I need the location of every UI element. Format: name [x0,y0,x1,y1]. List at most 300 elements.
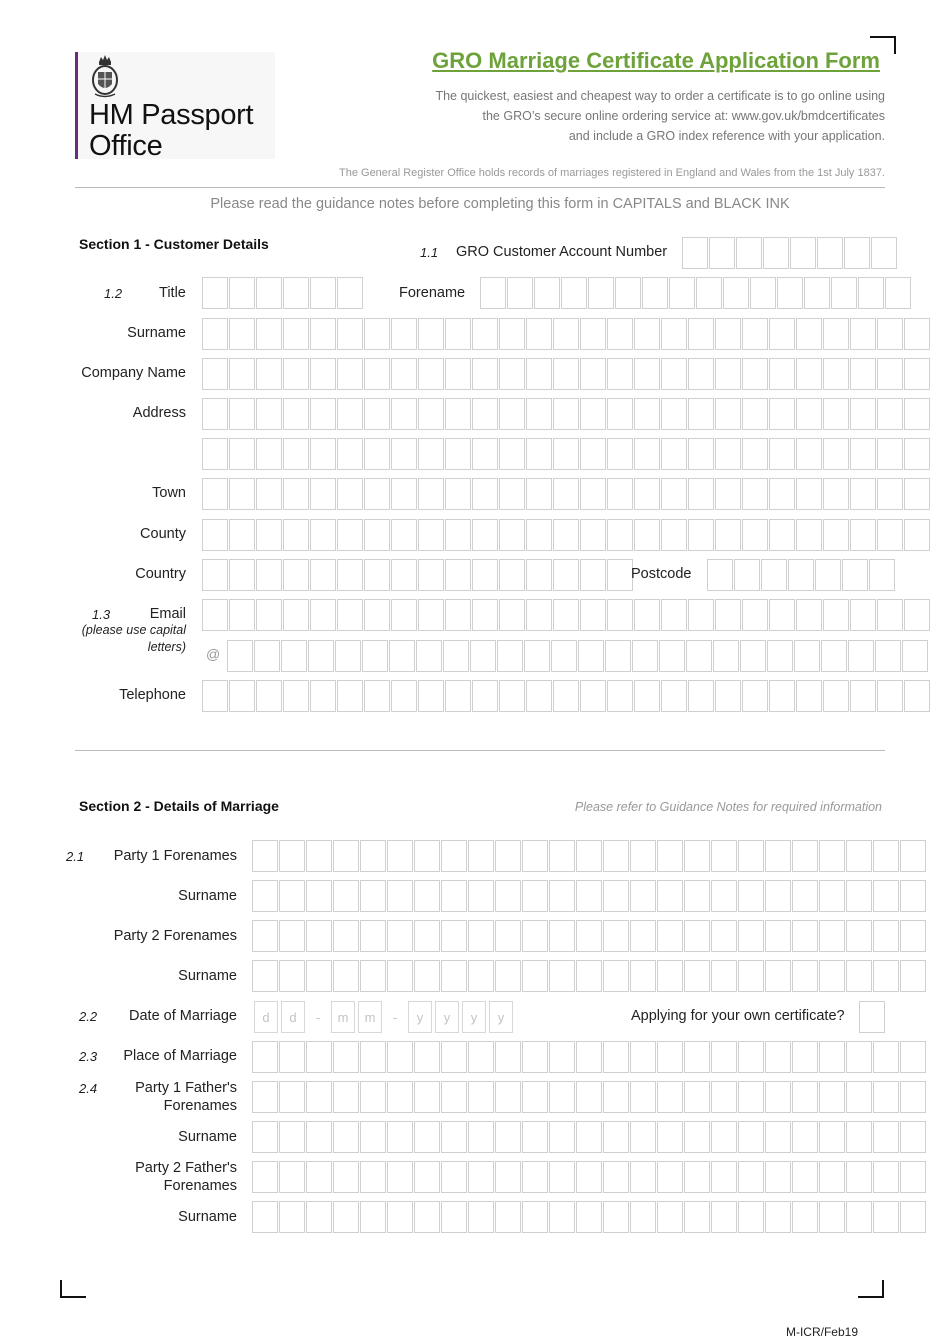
character-box[interactable] [472,559,498,591]
character-box[interactable] [283,599,309,631]
character-box[interactable] [630,880,656,912]
character-box[interactable] [495,1121,521,1153]
character-box[interactable] [364,680,390,712]
character-box[interactable] [279,840,305,872]
character-box[interactable] [742,398,768,430]
character-box[interactable] [418,318,444,350]
character-box[interactable] [306,1041,332,1073]
character-box[interactable] [738,1201,764,1233]
character-box[interactable] [553,519,579,551]
character-box[interactable] [364,398,390,430]
day-digit-2[interactable]: d [281,1001,305,1033]
character-box[interactable] [441,1041,467,1073]
character-box[interactable] [337,438,363,470]
character-box[interactable] [661,519,687,551]
character-box[interactable] [470,640,496,672]
character-box[interactable] [669,277,695,309]
character-box[interactable] [794,640,820,672]
character-box[interactable] [711,1161,737,1193]
character-box[interactable] [657,920,683,952]
character-box[interactable] [684,840,710,872]
character-box[interactable] [526,438,552,470]
character-box[interactable] [306,1081,332,1113]
character-box[interactable] [445,438,471,470]
character-box[interactable] [904,398,930,430]
character-box[interactable] [904,358,930,390]
character-box[interactable] [823,318,849,350]
character-box[interactable] [823,599,849,631]
character-box[interactable] [804,277,830,309]
month-digit-2[interactable]: m [358,1001,382,1033]
character-box[interactable] [715,519,741,551]
day-digit-1[interactable]: d [254,1001,278,1033]
character-box[interactable] [387,1081,413,1113]
character-box[interactable] [819,880,845,912]
character-box[interactable] [337,680,363,712]
character-box[interactable] [360,920,386,952]
character-box[interactable] [846,1041,872,1073]
character-box[interactable] [607,438,633,470]
character-box[interactable] [796,680,822,712]
character-box[interactable] [661,680,687,712]
character-box[interactable] [904,519,930,551]
character-box[interactable] [904,680,930,712]
character-box[interactable] [607,599,633,631]
character-box[interactable] [630,1161,656,1193]
character-box[interactable] [873,1081,899,1113]
character-box[interactable] [661,398,687,430]
character-box[interactable] [202,680,228,712]
character-box[interactable] [603,1201,629,1233]
character-box[interactable] [707,559,733,591]
character-box[interactable] [360,840,386,872]
company-name-field[interactable] [202,358,931,390]
character-box[interactable] [256,277,282,309]
character-box[interactable] [229,680,255,712]
character-box[interactable] [310,599,336,631]
character-box[interactable] [256,438,282,470]
character-box[interactable] [337,478,363,510]
character-box[interactable] [796,519,822,551]
character-box[interactable] [333,1121,359,1153]
character-box[interactable] [418,519,444,551]
character-box[interactable] [441,1161,467,1193]
character-box[interactable] [468,1081,494,1113]
character-box[interactable] [715,398,741,430]
country-field[interactable] [202,559,634,591]
email-line1-field[interactable] [202,599,931,631]
character-box[interactable] [414,1041,440,1073]
character-box[interactable] [738,880,764,912]
character-box[interactable] [634,478,660,510]
character-box[interactable] [310,358,336,390]
character-box[interactable] [256,559,282,591]
character-box[interactable] [734,559,760,591]
character-box[interactable] [823,478,849,510]
character-box[interactable] [580,559,606,591]
character-box[interactable] [742,478,768,510]
character-box[interactable] [310,438,336,470]
county-field[interactable] [202,519,931,551]
character-box[interactable] [256,318,282,350]
character-box[interactable] [846,920,872,952]
character-box[interactable] [850,599,876,631]
character-box[interactable] [873,1121,899,1153]
character-box[interactable] [472,599,498,631]
character-box[interactable] [229,438,255,470]
character-box[interactable] [522,920,548,952]
character-box[interactable] [306,1161,332,1193]
character-box[interactable] [252,1161,278,1193]
character-box[interactable] [661,358,687,390]
character-box[interactable] [306,920,332,952]
character-box[interactable] [387,960,413,992]
character-box[interactable] [688,478,714,510]
character-box[interactable] [283,398,309,430]
character-box[interactable] [634,398,660,430]
character-box[interactable] [549,1121,575,1153]
character-box[interactable] [495,840,521,872]
character-box[interactable] [441,840,467,872]
character-box[interactable] [553,599,579,631]
character-box[interactable] [333,1201,359,1233]
character-box[interactable] [202,358,228,390]
character-box[interactable] [468,1041,494,1073]
character-box[interactable] [522,1121,548,1153]
character-box[interactable] [283,559,309,591]
character-box[interactable] [790,237,816,269]
character-box[interactable] [534,277,560,309]
character-box[interactable] [761,559,787,591]
character-box[interactable] [526,398,552,430]
character-box[interactable] [711,840,737,872]
character-box[interactable] [391,559,417,591]
character-box[interactable] [229,277,255,309]
year-digit-4[interactable]: y [489,1001,513,1033]
character-box[interactable] [256,519,282,551]
character-box[interactable] [823,680,849,712]
character-box[interactable] [777,277,803,309]
character-box[interactable] [310,478,336,510]
character-box[interactable] [495,1081,521,1113]
character-box[interactable] [657,880,683,912]
character-box[interactable] [468,1161,494,1193]
character-box[interactable] [306,1121,332,1153]
character-box[interactable] [738,1121,764,1153]
character-box[interactable] [657,840,683,872]
character-box[interactable] [337,398,363,430]
character-box[interactable] [684,1081,710,1113]
character-box[interactable] [252,1081,278,1113]
address-line2-field[interactable] [202,438,931,470]
character-box[interactable] [333,840,359,872]
character-box[interactable] [615,277,641,309]
character-box[interactable] [904,478,930,510]
character-box[interactable] [551,640,577,672]
character-box[interactable] [684,880,710,912]
character-box[interactable] [576,840,602,872]
character-box[interactable] [472,358,498,390]
character-box[interactable] [252,1121,278,1153]
own-certificate-checkbox[interactable] [859,1001,886,1033]
character-box[interactable] [580,519,606,551]
character-box[interactable] [279,1201,305,1233]
character-box[interactable] [688,680,714,712]
character-box[interactable] [723,277,749,309]
party2-surname-field[interactable] [252,960,927,992]
character-box[interactable] [202,438,228,470]
character-box[interactable] [333,880,359,912]
character-box[interactable] [661,478,687,510]
character-box[interactable] [418,398,444,430]
character-box[interactable] [796,599,822,631]
character-box[interactable] [441,880,467,912]
character-box[interactable] [480,277,506,309]
party2-father-surname-field[interactable] [252,1201,927,1233]
account-number-field[interactable] [682,237,898,269]
character-box[interactable] [792,960,818,992]
character-box[interactable] [900,1081,926,1113]
character-box[interactable] [333,1041,359,1073]
character-box[interactable] [715,478,741,510]
character-box[interactable] [391,478,417,510]
character-box[interactable] [603,840,629,872]
character-box[interactable] [846,1081,872,1113]
character-box[interactable] [765,1201,791,1233]
character-box[interactable] [792,1201,818,1233]
character-box[interactable] [283,318,309,350]
character-box[interactable] [391,318,417,350]
character-box[interactable] [873,840,899,872]
character-box[interactable] [549,920,575,952]
character-box[interactable] [900,1121,926,1153]
character-box[interactable] [657,1161,683,1193]
character-box[interactable] [445,318,471,350]
character-box[interactable] [441,1121,467,1153]
character-box[interactable] [495,920,521,952]
character-box[interactable] [713,640,739,672]
character-box[interactable] [360,1041,386,1073]
title-field[interactable] [202,277,364,309]
character-box[interactable] [711,880,737,912]
character-box[interactable] [229,599,255,631]
character-box[interactable] [306,960,332,992]
character-box[interactable] [819,840,845,872]
character-box[interactable] [252,880,278,912]
character-box[interactable] [252,960,278,992]
party2-father-forenames-field[interactable] [252,1161,927,1193]
character-box[interactable] [441,920,467,952]
character-box[interactable] [844,237,870,269]
character-box[interactable] [817,237,843,269]
character-box[interactable] [279,880,305,912]
character-box[interactable] [553,438,579,470]
character-box[interactable] [335,640,361,672]
character-box[interactable] [819,1201,845,1233]
character-box[interactable] [846,960,872,992]
year-digit-1[interactable]: y [408,1001,432,1033]
character-box[interactable] [796,478,822,510]
character-box[interactable] [738,1041,764,1073]
character-box[interactable] [576,1041,602,1073]
character-box[interactable] [877,438,903,470]
character-box[interactable] [603,1081,629,1113]
character-box[interactable] [765,880,791,912]
character-box[interactable] [823,519,849,551]
character-box[interactable] [659,640,685,672]
character-box[interactable] [279,1121,305,1153]
character-box[interactable] [792,1121,818,1153]
character-box[interactable] [630,920,656,952]
character-box[interactable] [682,237,708,269]
character-box[interactable] [202,599,228,631]
character-box[interactable] [684,1121,710,1153]
character-box[interactable] [472,438,498,470]
character-box[interactable] [549,1201,575,1233]
character-box[interactable] [711,1041,737,1073]
character-box[interactable] [414,960,440,992]
character-box[interactable] [337,599,363,631]
character-box[interactable] [904,599,930,631]
character-box[interactable] [763,237,789,269]
character-box[interactable] [445,680,471,712]
character-box[interactable] [796,358,822,390]
character-box[interactable] [522,840,548,872]
character-box[interactable] [742,680,768,712]
character-box[interactable] [657,1081,683,1113]
character-box[interactable] [254,640,280,672]
forename-field[interactable] [480,277,912,309]
character-box[interactable] [279,960,305,992]
character-box[interactable] [364,599,390,631]
character-box[interactable] [900,1201,926,1233]
character-box[interactable] [873,1041,899,1073]
character-box[interactable] [740,640,766,672]
character-box[interactable] [877,318,903,350]
character-box[interactable] [414,1121,440,1153]
character-box[interactable] [414,840,440,872]
character-box[interactable] [821,640,847,672]
character-box[interactable] [580,398,606,430]
character-box[interactable] [337,519,363,551]
character-box[interactable] [364,519,390,551]
character-box[interactable] [630,1201,656,1233]
party1-father-surname-field[interactable] [252,1121,927,1153]
character-box[interactable] [630,1041,656,1073]
character-box[interactable] [499,680,525,712]
party1-forenames-field[interactable] [252,840,927,872]
character-box[interactable] [630,960,656,992]
character-box[interactable] [877,398,903,430]
character-box[interactable] [765,840,791,872]
character-box[interactable] [877,358,903,390]
character-box[interactable] [526,559,552,591]
character-box[interactable] [796,398,822,430]
character-box[interactable] [576,1161,602,1193]
character-box[interactable] [549,880,575,912]
character-box[interactable] [588,277,614,309]
character-box[interactable] [603,1041,629,1073]
character-box[interactable] [873,1201,899,1233]
character-box[interactable] [634,599,660,631]
character-box[interactable] [580,478,606,510]
character-box[interactable] [580,599,606,631]
character-box[interactable] [333,1081,359,1113]
character-box[interactable] [869,559,895,591]
character-box[interactable] [738,920,764,952]
character-box[interactable] [229,559,255,591]
character-box[interactable] [815,559,841,591]
character-box[interactable] [688,318,714,350]
character-box[interactable] [416,640,442,672]
character-box[interactable] [256,478,282,510]
character-box[interactable] [792,1081,818,1113]
character-box[interactable] [507,277,533,309]
character-box[interactable] [553,318,579,350]
character-box[interactable] [576,1121,602,1153]
character-box[interactable] [686,640,712,672]
character-box[interactable] [526,318,552,350]
year-digit-2[interactable]: y [435,1001,459,1033]
character-box[interactable] [634,680,660,712]
character-box[interactable] [696,277,722,309]
character-box[interactable] [846,1161,872,1193]
character-box[interactable] [306,880,332,912]
character-box[interactable] [414,920,440,952]
character-box[interactable] [279,1081,305,1113]
character-box[interactable] [522,960,548,992]
character-box[interactable] [900,1041,926,1073]
character-box[interactable] [850,519,876,551]
character-box[interactable] [497,640,523,672]
character-box[interactable] [788,559,814,591]
character-box[interactable] [445,599,471,631]
character-box[interactable] [742,599,768,631]
character-box[interactable] [657,1201,683,1233]
character-box[interactable] [576,1201,602,1233]
character-box[interactable] [900,880,926,912]
character-box[interactable] [769,358,795,390]
character-box[interactable] [526,478,552,510]
character-box[interactable] [661,599,687,631]
character-box[interactable] [877,478,903,510]
character-box[interactable] [229,519,255,551]
character-box[interactable] [850,358,876,390]
place-of-marriage-field[interactable] [252,1041,927,1073]
character-box[interactable] [688,358,714,390]
character-box[interactable] [819,1161,845,1193]
character-box[interactable] [387,1201,413,1233]
character-box[interactable] [256,599,282,631]
character-box[interactable] [252,1041,278,1073]
character-box[interactable] [256,398,282,430]
character-box[interactable] [499,358,525,390]
character-box[interactable] [472,680,498,712]
character-box[interactable] [819,1121,845,1153]
character-box[interactable] [846,1201,872,1233]
character-box[interactable] [765,960,791,992]
character-box[interactable] [391,599,417,631]
character-box[interactable] [414,1161,440,1193]
telephone-field[interactable] [202,680,931,712]
character-box[interactable] [499,478,525,510]
character-box[interactable] [549,1041,575,1073]
character-box[interactable] [819,960,845,992]
character-box[interactable] [607,680,633,712]
character-box[interactable] [769,680,795,712]
character-box[interactable] [769,318,795,350]
character-box[interactable] [742,519,768,551]
